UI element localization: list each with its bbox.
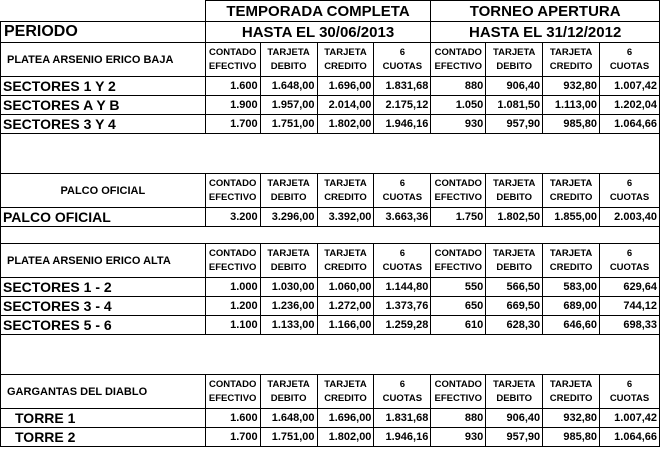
col-header: 6 CUOTAS (600, 43, 660, 77)
price-cell: 1.050 (431, 96, 486, 115)
price-cell: 1.600 (205, 77, 260, 96)
col-header: TARJETA DEBITO (486, 43, 543, 77)
price-cell: 2.175,12 (374, 96, 431, 115)
price-cell: 610 (431, 316, 486, 335)
table-row (1, 77, 660, 96)
col-header: TARJETA CREDITO (543, 375, 600, 409)
price-cell: 1.946,16 (374, 428, 431, 447)
price-cell: 1.144,80 (374, 278, 431, 297)
col-header: TARJETA CREDITO (317, 174, 374, 208)
table-row (1, 96, 660, 115)
section-title: PALCO OFICIAL (1, 174, 206, 208)
price-cell: 1.236,00 (260, 297, 317, 316)
row-label: TORRE 2 (1, 428, 206, 447)
price-cell: 985,80 (543, 428, 600, 447)
col-header: TARJETA CREDITO (543, 244, 600, 278)
col-header: TARJETA DEBITO (260, 43, 317, 77)
price-cell: 1.648,00 (260, 409, 317, 428)
price-cell: 1.060,00 (317, 278, 374, 297)
price-cell: 1.648,00 (260, 77, 317, 96)
col-header: 6 CUOTAS (600, 375, 660, 409)
price-cell: 930 (431, 115, 486, 134)
price-cell: 629,64 (600, 278, 660, 297)
col-header: 6 CUOTAS (374, 244, 431, 278)
price-cell: 1.100 (205, 316, 260, 335)
price-cell: 1.957,00 (260, 96, 317, 115)
price-cell: 1.202,04 (600, 96, 660, 115)
col-header: TARJETA DEBITO (486, 174, 543, 208)
price-cell: 3.200 (205, 208, 260, 227)
price-cell: 957,90 (486, 428, 543, 447)
row-label: SECTORES A Y B (1, 96, 206, 115)
price-cell: 1.696,00 (317, 77, 374, 96)
col-header: TARJETA DEBITO (486, 375, 543, 409)
price-cell: 1.030,00 (260, 278, 317, 297)
price-cell: 1.200 (205, 297, 260, 316)
row-label: SECTORES 1 Y 2 (1, 77, 206, 96)
col-header: TARJETA DEBITO (260, 174, 317, 208)
price-cell: 3.392,00 (317, 208, 374, 227)
section-title: PLATEA ARSENIO ERICO ALTA (1, 244, 206, 278)
price-cell: 1.855,00 (543, 208, 600, 227)
price-cell: 1.259,28 (374, 316, 431, 335)
price-cell: 1.700 (205, 428, 260, 447)
price-cell: 2.003,40 (600, 208, 660, 227)
col-header: TARJETA CREDITO (317, 244, 374, 278)
row-label: SECTORES 1 - 2 (1, 278, 206, 297)
table-row (1, 409, 660, 428)
col-header: CONTADO EFECTIVO (205, 43, 260, 77)
price-cell: 646,60 (543, 316, 600, 335)
price-cell: 1.600 (205, 409, 260, 428)
table-row (1, 115, 660, 134)
price-cell: 1.750 (431, 208, 486, 227)
price-cell: 628,30 (486, 316, 543, 335)
price-cell: 669,50 (486, 297, 543, 316)
col-header: TARJETA DEBITO (486, 244, 543, 278)
price-cell: 3.663,36 (374, 208, 431, 227)
price-cell: 1.166,00 (317, 316, 374, 335)
price-cell: 880 (431, 409, 486, 428)
price-cell: 1.064,66 (600, 428, 660, 447)
price-cell: 957,90 (486, 115, 543, 134)
price-cell: 1.007,42 (600, 77, 660, 96)
price-cell: 1.946,16 (374, 115, 431, 134)
col-header: 6 CUOTAS (374, 174, 431, 208)
price-cell: 1.900 (205, 96, 260, 115)
col-header: CONTADO EFECTIVO (205, 174, 260, 208)
price-cell: 698,33 (600, 316, 660, 335)
row-label: SECTORES 5 - 6 (1, 316, 206, 335)
price-cell: 1.113,00 (543, 96, 600, 115)
price-cell: 1.831,68 (374, 409, 431, 428)
price-cell: 906,40 (486, 77, 543, 96)
price-cell: 1.272,00 (317, 297, 374, 316)
price-cell: 1.751,00 (260, 428, 317, 447)
col-header: CONTADO EFECTIVO (205, 244, 260, 278)
torneo-title: TORNEO APERTURA (431, 1, 660, 22)
row-label: PALCO OFICIAL (1, 208, 206, 227)
price-cell: 932,80 (543, 409, 600, 428)
table-row (1, 428, 660, 447)
col-header: CONTADO EFECTIVO (205, 375, 260, 409)
price-cell: 1.081,50 (486, 96, 543, 115)
col-header: TARJETA DEBITO (260, 244, 317, 278)
price-cell: 2.014,00 (317, 96, 374, 115)
price-cell: 1.802,00 (317, 115, 374, 134)
col-header: TARJETA DEBITO (260, 375, 317, 409)
price-cell: 906,40 (486, 409, 543, 428)
row-label: SECTORES 3 Y 4 (1, 115, 206, 134)
col-header: CONTADO EFECTIVO (431, 43, 486, 77)
table-row (1, 208, 660, 227)
table-row (1, 297, 660, 316)
row-label: SECTORES 3 - 4 (1, 297, 206, 316)
col-header: 6 CUOTAS (600, 174, 660, 208)
col-header: TARJETA CREDITO (543, 174, 600, 208)
price-cell: 650 (431, 297, 486, 316)
price-cell: 744,12 (600, 297, 660, 316)
col-header: CONTADO EFECTIVO (431, 174, 486, 208)
col-header: TARJETA CREDITO (543, 43, 600, 77)
price-cell: 1.007,42 (600, 409, 660, 428)
section-title: GARGANTAS DEL DIABLO (1, 375, 206, 409)
price-cell: 689,00 (543, 297, 600, 316)
table-row (1, 316, 660, 335)
section-title: PLATEA ARSENIO ERICO BAJA (1, 43, 206, 77)
price-cell: 1.802,00 (317, 428, 374, 447)
price-cell: 1.064,66 (600, 115, 660, 134)
price-cell: 1.831,68 (374, 77, 431, 96)
torneo-date: HASTA EL 31/12/2012 (431, 22, 660, 43)
price-cell: 3.296,00 (260, 208, 317, 227)
row-label: TORRE 1 (1, 409, 206, 428)
col-header: 6 CUOTAS (374, 43, 431, 77)
price-cell: 1.751,00 (260, 115, 317, 134)
periodo-label: PERIODO (1, 22, 206, 43)
price-cell: 932,80 (543, 77, 600, 96)
temporada-date: HASTA EL 30/06/2013 (205, 22, 431, 43)
price-cell: 1.700 (205, 115, 260, 134)
price-cell: 930 (431, 428, 486, 447)
price-cell: 583,00 (543, 278, 600, 297)
table-row (1, 278, 660, 297)
price-cell: 880 (431, 77, 486, 96)
price-cell: 566,50 (486, 278, 543, 297)
col-header: 6 CUOTAS (374, 375, 431, 409)
price-cell: 1.000 (205, 278, 260, 297)
price-cell: 985,80 (543, 115, 600, 134)
col-header: CONTADO EFECTIVO (431, 244, 486, 278)
price-cell: 1.373,76 (374, 297, 431, 316)
price-cell: 1.696,00 (317, 409, 374, 428)
temporada-title: TEMPORADA COMPLETA (205, 1, 431, 22)
price-cell: 1.133,00 (260, 316, 317, 335)
col-header: TARJETA CREDITO (317, 375, 374, 409)
col-header: TARJETA CREDITO (317, 43, 374, 77)
price-cell: 1.802,50 (486, 208, 543, 227)
col-header: 6 CUOTAS (600, 244, 660, 278)
col-header: CONTADO EFECTIVO (431, 375, 486, 409)
price-cell: 550 (431, 278, 486, 297)
